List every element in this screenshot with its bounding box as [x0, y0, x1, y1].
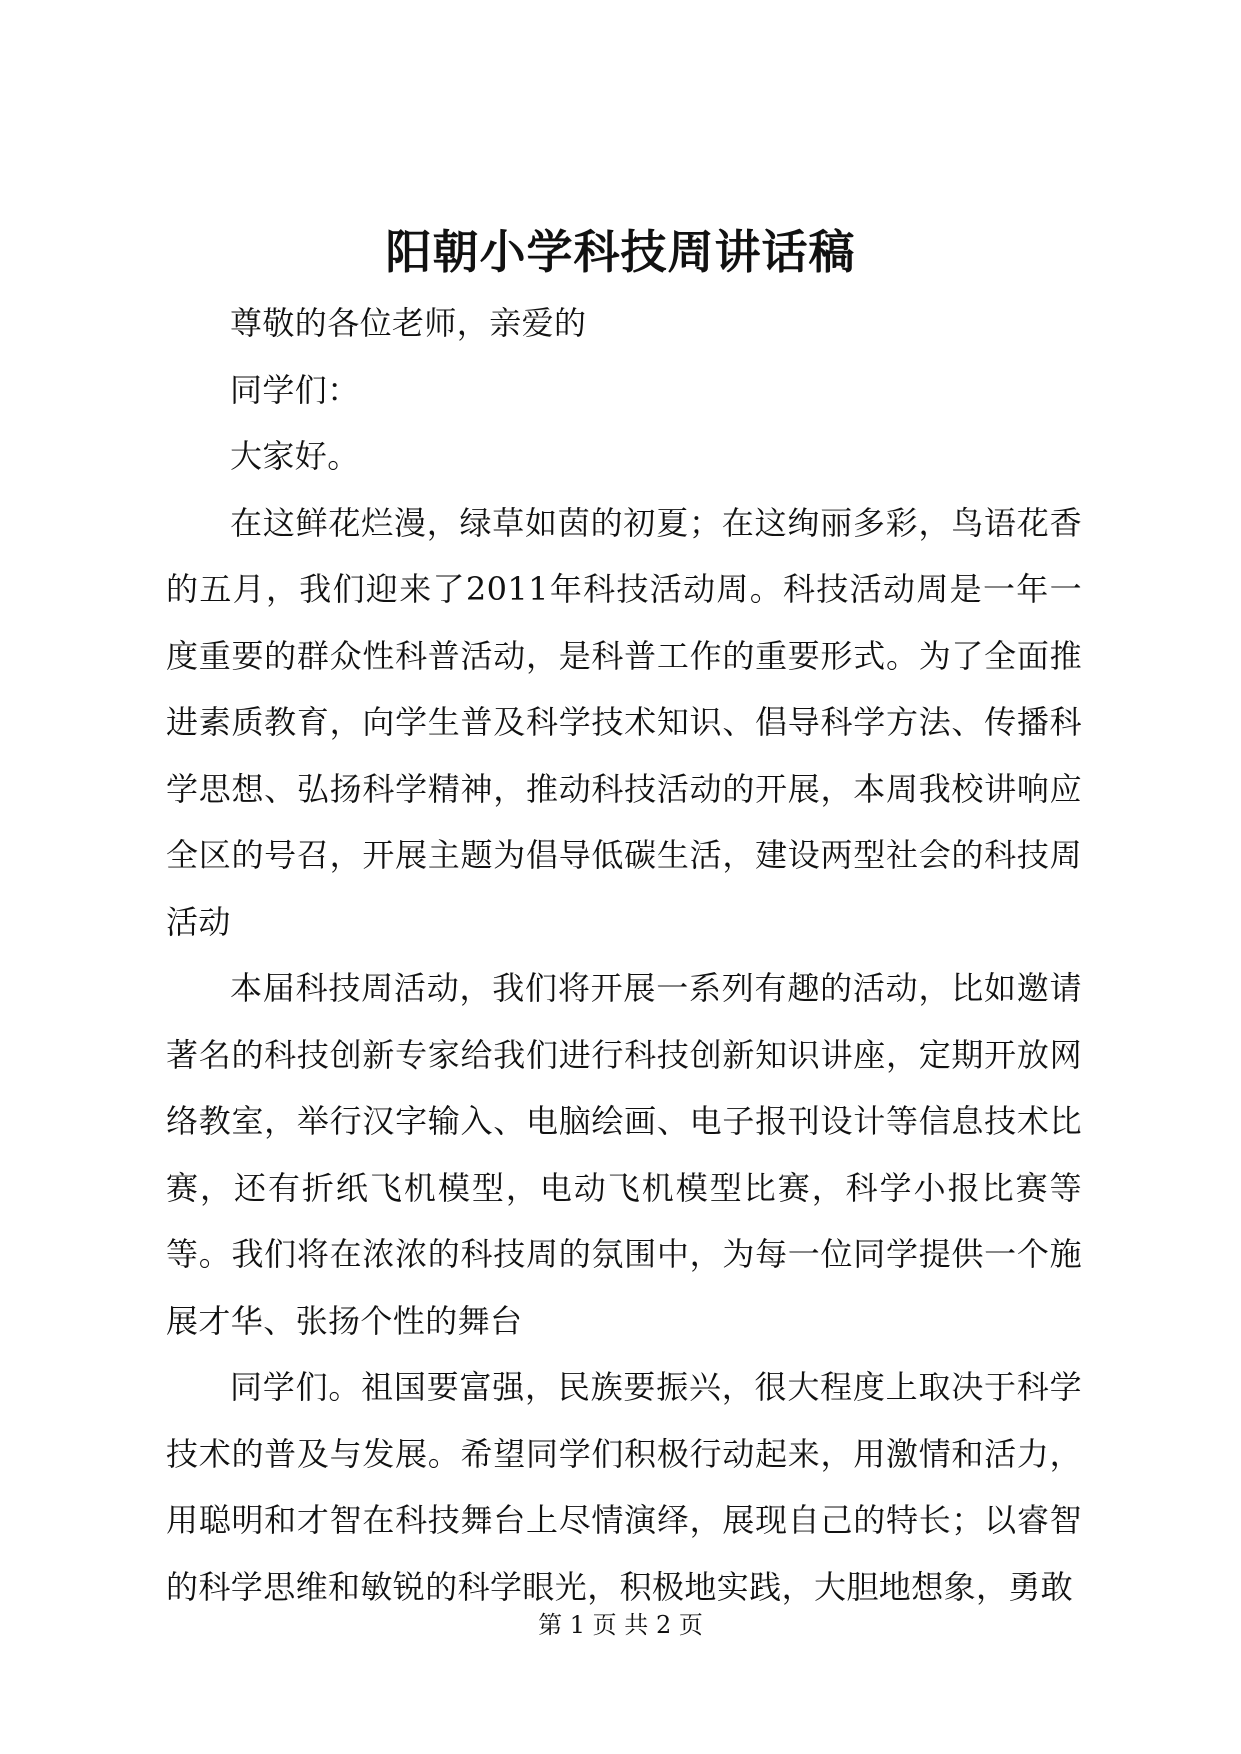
body-paragraph: 本届科技周活动，我们将开展一系列有趣的活动，比如邀请著名的科技创新专家给我们进行科技创新知识讲座，定期开放网络教室，举行汉字输入、电脑绘画、电子报刊设计等信息技术比赛，还有折纸飞机模型，电动飞机模型比赛，科学小报比赛等等。我们将在浓浓的科技周的氛围中，为每一位同学提供一个施展才华、张扬个性的舞台 — [166, 969, 1082, 1340]
salutation-paragraph: 同学们： — [230, 370, 360, 409]
body-paragraph: 在这鲜花烂漫，绿草如茵的初夏；在这绚丽多彩，鸟语花香的五月，我们迎来了2011年科技活动周。科技活动周是一年一度重要的群众性科普活动，是科普工作的重要形式。为了全面推进素质教育，向学生普及科学技术知识、倡导科学方法、传播科学思想、弘扬科学精神，推动科技活动的开展，本周我校讲响应全区的号召，开展主题为倡导低碳生活，建设两型社会的科技周活动 — [166, 503, 1082, 941]
greeting-paragraph: 尊敬的各位老师，亲爱的 — [230, 304, 587, 342]
body-paragraph: 同学们。祖国要富强，民族要振兴，很大程度上取决于科学技术的普及与发展。希望同学们积极行动起来，用激情和活力，用聪明和才智在科技舞台上尽情演绎，展现自己的特长；以睿智的科学思维和敏锐的科学眼光，积极地实践，大胆地想象，勇敢 — [166, 1368, 1082, 1606]
document-body — [166, 290, 1082, 1620]
hello-paragraph: 大家好。 — [230, 437, 360, 475]
page-footer: 第 1 页 共 2 页 — [538, 1611, 703, 1639]
document-title: 阳朝小学科技周讲话稿 — [385, 225, 856, 279]
